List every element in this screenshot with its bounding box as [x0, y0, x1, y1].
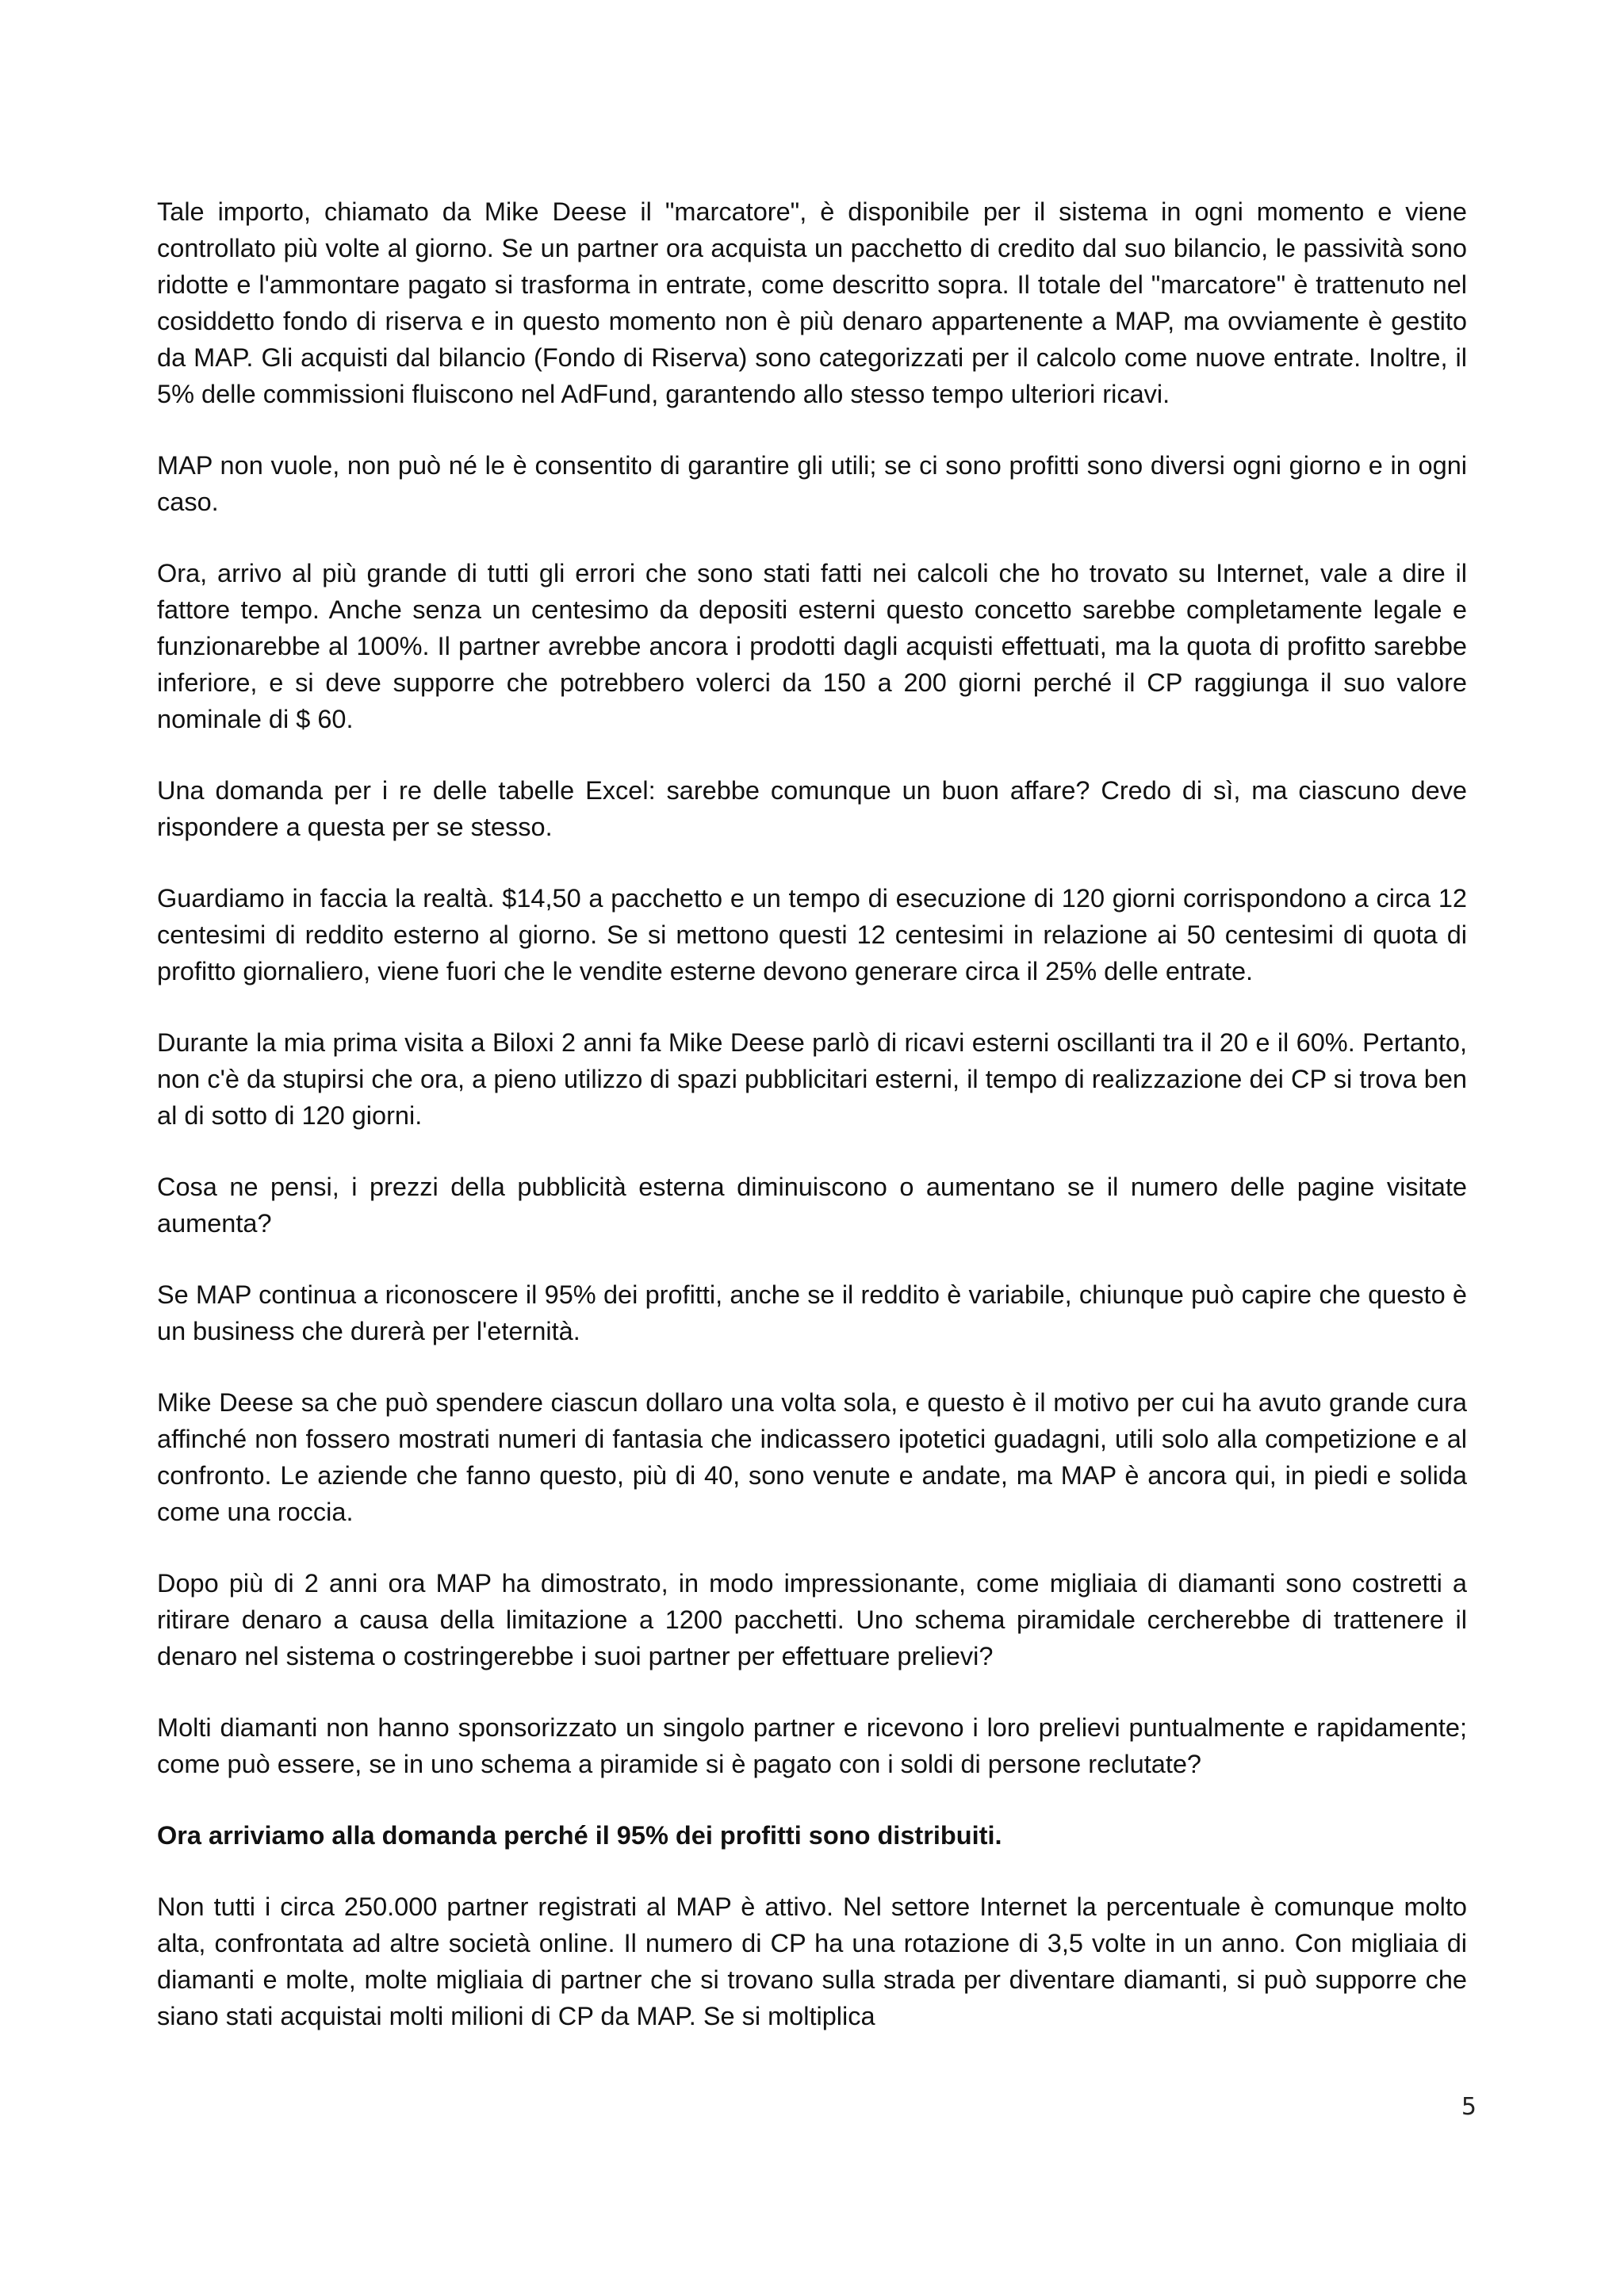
- paragraph-3: Ora, arrivo al più grande di tutti gli errori che sono stati fatti nei calcoli che ho trovato su Internet, vale a dire il fattore tempo. Anche senza un centesimo da depositi esterni questo concetto sarebbe completamente legale e funzionarebbe al 100%. Il partner avrebbe ancora i prodotti dagli acquisti effettuati, ma la quota di profitto sarebbe inferiore, e si deve supporre che potrebbero volerci da 150 a 200 giorni perché il CP raggiunga il suo valore nominale di $ 60.: [157, 559, 1467, 733]
- paragraph-10: Dopo più di 2 anni ora MAP ha dimostrato, in modo impressionante, come migliaia di diamanti sono costretti a ritirare denaro a causa della limitazione a 1200 pacchetti. Uno schema piramidale cercherebbe di trattenere il denaro nel sistema o costringerebbe i suoi partner per effettuare prelievi?: [157, 1569, 1467, 1670]
- paragraph-4: Una domanda per i re delle tabelle Excel: sarebbe comunque un buon affare? Credo di sì, ma ciascuno deve rispondere a questa per se stesso.: [157, 776, 1467, 841]
- paragraph-9: Mike Deese sa che può spendere ciascun dollaro una volta sola, e questo è il motivo per cui ha avuto grande cura affinché non fossero mostrati numeri di fantasia che indicassero ipotetici guadagni, utili solo alla competizione e al confronto. Le aziende che fanno questo, più di 40, sono venute e andate, ma MAP è ancora qui, in piedi e solida come una roccia.: [157, 1388, 1467, 1526]
- paragraph-12: Non tutti i circa 250.000 partner registrati al MAP è attivo. Nel settore Internet la percentuale è comunque molto alta, confrontata ad altre società online. Il numero di CP ha una rotazione di 3,5 volte in un anno. Con migliaia di diamanti e molte, molte migliaia di partner che si trovano sulla strada per diventare diamanti, si può supporre che siano stati acquistai molti milioni di CP da MAP. Se si moltiplica: [157, 1892, 1467, 2030]
- page-number: 5: [1461, 2093, 1477, 2121]
- paragraph-8: Se MAP continua a riconoscere il 95% dei profitti, anche se il reddito è variabile, chiunque può capire che questo è un business che durerà per l'eternità.: [157, 1280, 1467, 1345]
- document-page: [157, 193, 1467, 2069]
- paragraph-5: Guardiamo in faccia la realtà. $14,50 a pacchetto e un tempo di esecuzione di 120 giorni corrispondono a circa 12 centesimi di reddito esterno al giorno. Se si mettono questi 12 centesimi in relazione ai 50 centesimi di quota di profitto giornaliero, viene fuori che le vendite esterne devono generare circa il 25% delle entrate.: [157, 884, 1467, 985]
- paragraph-7: Cosa ne pensi, i prezzi della pubblicità esterna diminuiscono o aumentano se il numero delle pagine visitate aumenta?: [157, 1173, 1467, 1238]
- paragraph-6: Durante la mia prima visita a Biloxi 2 anni fa Mike Deese parlò di ricavi esterni oscillanti tra il 20 e il 60%. Pertanto, non c'è da stupirsi che ora, a pieno utilizzo di spazi pubblicitari esterni, il tempo di realizzazione dei CP si trova ben al di sotto di 120 giorni.: [157, 1028, 1467, 1130]
- paragraph-11: Molti diamanti non hanno sponsorizzato un singolo partner e ricevono i loro prelievi puntualmente e rapidamente; come può essere, se in uno schema a piramide si è pagato con i soldi di persone reclutate?: [157, 1713, 1467, 1778]
- section-heading: Ora arriviamo alla domanda perché il 95% dei profitti sono distribuiti.: [157, 1821, 1002, 1850]
- paragraph-1: Tale importo, chiamato da Mike Deese il "marcatore", è disponibile per il sistema in ogni momento e viene controllato più volte al giorno. Se un partner ora acquista un pacchetto di credito dal suo bilancio, le passività sono ridotte e l'ammontare pagato si trasforma in entrate, come descritto sopra. Il totale del "marcatore" è trattenuto nel cosiddetto fondo di riserva e in questo momento non è più denaro appartenente a MAP, ma ovviamente è gestito da MAP. Gli acquisti dal bilancio (Fondo di Riserva) sono categorizzati per il calcolo come nuove entrate. Inoltre, il 5% delle commissioni fluiscono nel AdFund, garantendo allo stesso tempo ulteriori ricavi.: [157, 197, 1467, 408]
- paragraph-2: MAP non vuole, non può né le è consentito di garantire gli utili; se ci sono profitti sono diversi ogni giorno e in ogni caso.: [157, 451, 1467, 516]
